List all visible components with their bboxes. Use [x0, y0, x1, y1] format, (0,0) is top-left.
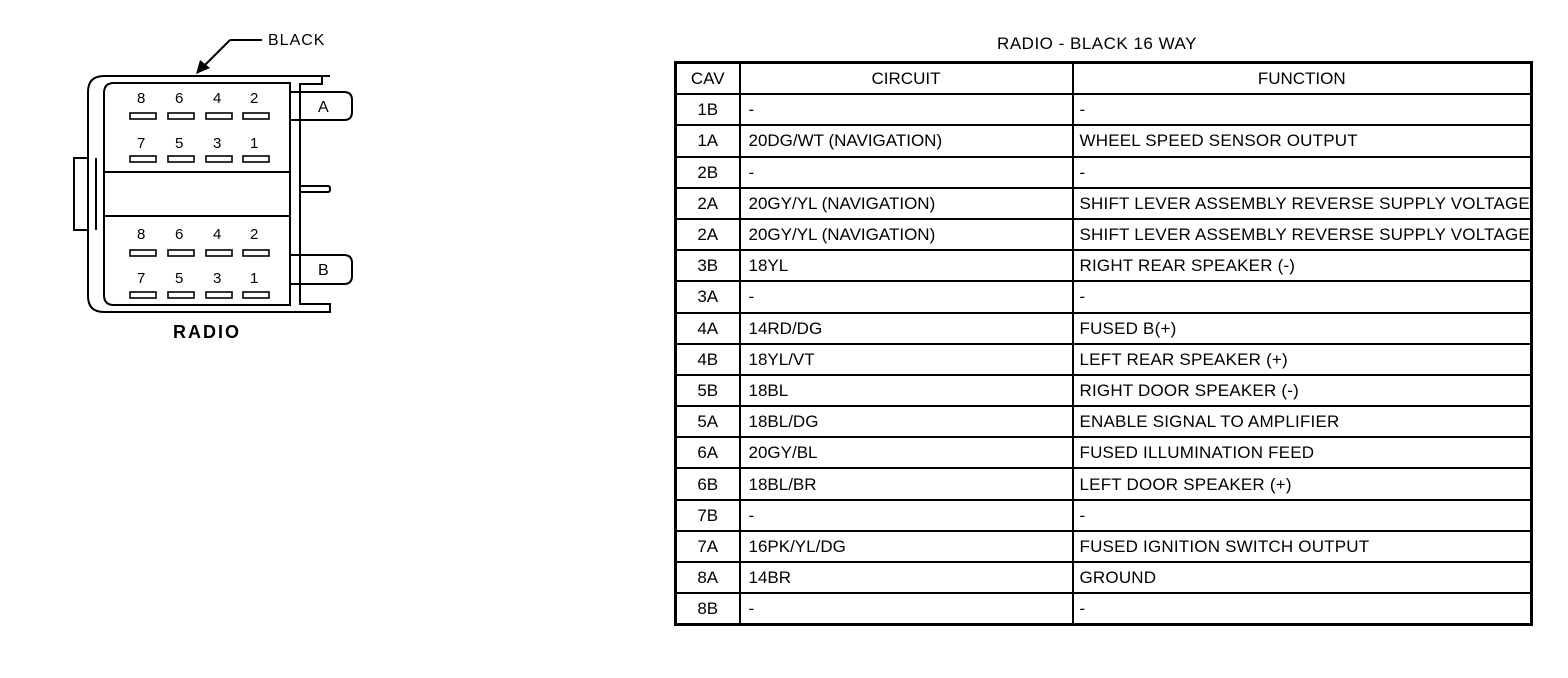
- cell-function: LEFT REAR SPEAKER (+): [1073, 344, 1532, 375]
- pin-cavity: [168, 292, 194, 298]
- connector-inner-outline: [104, 83, 290, 305]
- pin-number: 1: [250, 270, 259, 287]
- pin-block-a: [130, 90, 269, 162]
- connector-diagram: [0, 0, 640, 400]
- pin-number: 3: [213, 270, 222, 287]
- pin-cavity: [206, 113, 232, 119]
- cell-cav: 4A: [676, 313, 740, 344]
- cell-circuit: -: [740, 157, 1073, 188]
- pin-cavity: [243, 113, 269, 119]
- table-row: [676, 281, 1532, 312]
- pin-cavity: [206, 292, 232, 298]
- cell-cav: 3A: [676, 281, 740, 312]
- cell-circuit: -: [740, 281, 1073, 312]
- pin-number: 7: [137, 135, 146, 152]
- table-row: [676, 375, 1532, 406]
- cell-cav: 5A: [676, 406, 740, 437]
- connector-name: RADIO: [173, 322, 241, 342]
- cell-function: RIGHT DOOR SPEAKER (-): [1073, 375, 1532, 406]
- pin-cavity: [243, 292, 269, 298]
- cell-function: FUSED IGNITION SWITCH OUTPUT: [1073, 531, 1532, 562]
- pin-number: 8: [137, 226, 146, 243]
- cell-cav: 6A: [676, 437, 740, 468]
- pin-number: 1: [250, 135, 259, 152]
- connector-housing: [88, 76, 330, 312]
- cell-circuit: -: [740, 94, 1073, 125]
- cell-cav: 5B: [676, 375, 740, 406]
- cell-cav: 2B: [676, 157, 740, 188]
- cell-cav: 1A: [676, 125, 740, 156]
- cell-function: LEFT DOOR SPEAKER (+): [1073, 468, 1532, 499]
- cell-cav: 8A: [676, 562, 740, 593]
- row-label-a: A: [318, 99, 329, 116]
- table-row: [676, 157, 1532, 188]
- cell-function: RIGHT REAR SPEAKER (-): [1073, 250, 1532, 281]
- pin-number: 4: [213, 90, 222, 107]
- cell-function: -: [1073, 281, 1532, 312]
- cell-cav: 4B: [676, 344, 740, 375]
- pin-cavity: [130, 113, 156, 119]
- table-row: [676, 250, 1532, 281]
- cell-function: SHIFT LEVER ASSEMBLY REVERSE SUPPLY VOLTAGE: [1073, 219, 1532, 250]
- pin-cavity: [130, 292, 156, 298]
- cell-cav: 2A: [676, 219, 740, 250]
- cell-circuit: 18BL: [740, 375, 1073, 406]
- cell-cav: 8B: [676, 593, 740, 625]
- cell-cav: 2A: [676, 188, 740, 219]
- table-row: [676, 531, 1532, 562]
- pin-block-b: [130, 226, 269, 298]
- pin-number: 3: [213, 135, 222, 152]
- cell-function: -: [1073, 157, 1532, 188]
- cell-function: -: [1073, 593, 1532, 625]
- cell-circuit: 20DG/WT (NAVIGATION): [740, 125, 1073, 156]
- table-row: [676, 593, 1532, 625]
- cell-function: -: [1073, 500, 1532, 531]
- cell-circuit: 18YL: [740, 250, 1073, 281]
- cell-circuit: 18BL/DG: [740, 406, 1073, 437]
- cell-circuit: 14BR: [740, 562, 1073, 593]
- table-row: [676, 344, 1532, 375]
- middle-stub: [300, 186, 330, 192]
- table-row: [676, 313, 1532, 344]
- cell-cav: 7A: [676, 531, 740, 562]
- callout-arrow-line: [204, 40, 230, 66]
- pin-cavity: [168, 250, 194, 256]
- cell-function: SHIFT LEVER ASSEMBLY REVERSE SUPPLY VOLTAGE: [1073, 188, 1532, 219]
- header-function: FUNCTION: [1073, 63, 1532, 95]
- cell-cav: 1B: [676, 94, 740, 125]
- header-cav: CAV: [676, 63, 740, 95]
- cell-function: -: [1073, 94, 1532, 125]
- table-header-row: [676, 63, 1532, 95]
- header-circuit: CIRCUIT: [740, 63, 1073, 95]
- pin-number: 5: [175, 135, 184, 152]
- cell-circuit: 20GY/BL: [740, 437, 1073, 468]
- cell-function: ENABLE SIGNAL TO AMPLIFIER: [1073, 406, 1532, 437]
- cell-function: WHEEL SPEED SENSOR OUTPUT: [1073, 125, 1532, 156]
- table-row: [676, 219, 1532, 250]
- left-latch: [74, 158, 88, 230]
- table-row: [676, 437, 1532, 468]
- row-label-b: B: [318, 262, 329, 279]
- table-row: [676, 188, 1532, 219]
- cell-function: FUSED B(+): [1073, 313, 1532, 344]
- table-row: [676, 500, 1532, 531]
- table-row: [676, 125, 1532, 156]
- pinout-table: [674, 61, 1533, 626]
- cell-circuit: 20GY/YL (NAVIGATION): [740, 188, 1073, 219]
- table-row: [676, 468, 1532, 499]
- cell-function: FUSED ILLUMINATION FEED: [1073, 437, 1532, 468]
- pin-number: 6: [175, 226, 184, 243]
- table-title: RADIO - BLACK 16 WAY: [997, 34, 1197, 53]
- pin-cavity: [130, 250, 156, 256]
- cell-circuit: 18YL/VT: [740, 344, 1073, 375]
- cell-circuit: 20GY/YL (NAVIGATION): [740, 219, 1073, 250]
- pin-cavity: [206, 156, 232, 162]
- pin-cavity: [206, 250, 232, 256]
- callout-label: BLACK: [268, 32, 326, 49]
- pin-cavity: [168, 113, 194, 119]
- pin-number: 7: [137, 270, 146, 287]
- pin-cavity: [168, 156, 194, 162]
- pin-number: 2: [250, 90, 259, 107]
- cell-function: GROUND: [1073, 562, 1532, 593]
- cell-circuit: -: [740, 593, 1073, 625]
- pin-number: 8: [137, 90, 146, 107]
- pin-cavity: [243, 250, 269, 256]
- pin-number: 2: [250, 226, 259, 243]
- table-row: [676, 562, 1532, 593]
- table-row: [676, 406, 1532, 437]
- cell-circuit: -: [740, 500, 1073, 531]
- pin-cavity: [243, 156, 269, 162]
- pin-cavity: [130, 156, 156, 162]
- pin-number: 4: [213, 226, 222, 243]
- cell-cav: 3B: [676, 250, 740, 281]
- cell-circuit: 16PK/YL/DG: [740, 531, 1073, 562]
- cell-circuit: 14RD/DG: [740, 313, 1073, 344]
- table-row: [676, 94, 1532, 125]
- pin-number: 5: [175, 270, 184, 287]
- cell-cav: 7B: [676, 500, 740, 531]
- cell-circuit: 18BL/BR: [740, 468, 1073, 499]
- cell-cav: 6B: [676, 468, 740, 499]
- pin-number: 6: [175, 90, 184, 107]
